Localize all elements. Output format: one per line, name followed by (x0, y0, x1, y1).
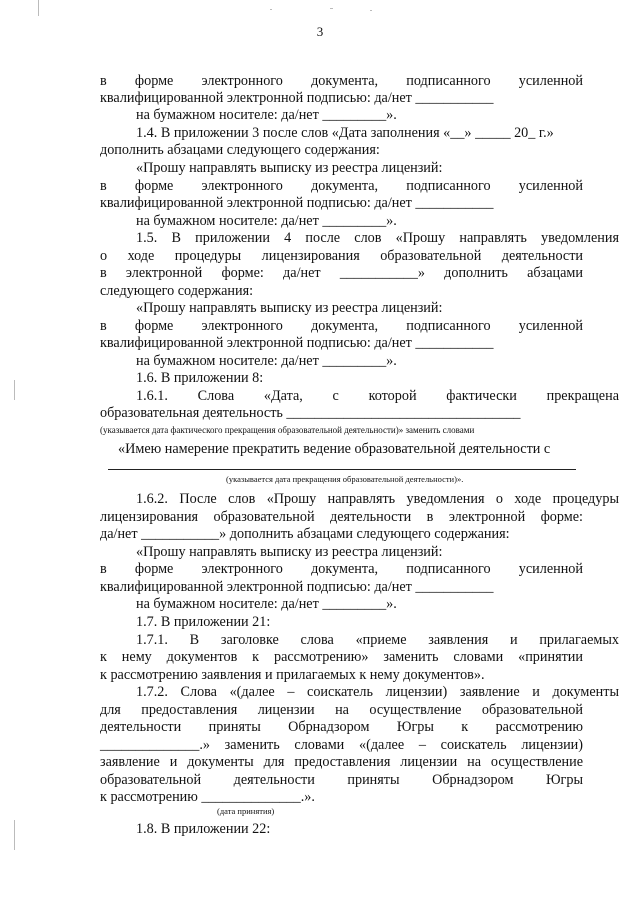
scan-mark (38, 0, 39, 16)
text-line: в форме электронного документа, подписанного усиленной (100, 73, 583, 89)
text-line: на бумажном носителе: да/нет _________». (136, 107, 397, 123)
text-line: о ходе процедуры лицензирования образовательной деятельности (100, 248, 583, 264)
text-line: 1.7.1. В заголовке слова «приеме заявления и прилагаемых (136, 632, 619, 648)
text-line: 1.5. В приложении 4 после слов «Прошу направлять уведомления (136, 230, 619, 246)
text-line: 1.7.2. Слова «(далее – соискатель лицензии) заявление и документы (136, 684, 619, 700)
text-line: в форме электронного документа, подписанного усиленной (100, 178, 583, 194)
scan-mark (14, 380, 15, 400)
text-line: квалифицированной электронной подписью: да/нет ___________ (100, 579, 494, 595)
text-line: квалифицированной электронной подписью: да/нет ___________ (100, 90, 494, 106)
text-line: 1.8. В приложении 22: (136, 821, 271, 837)
scan-mark (330, 8, 333, 9)
text-line: на бумажном носителе: да/нет _________». (136, 213, 397, 229)
text-line: для предоставления лицензии на осуществление образовательной (100, 702, 583, 718)
text-line: деятельности приняты Обрнадзором Югры к рассмотрению (100, 719, 583, 735)
text-line: лицензирования образовательной деятельности в электронной форме: (100, 509, 583, 525)
text-line: «Прошу направлять выписку из реестра лицензий: (136, 544, 443, 560)
text-line: заявление и документы для предоставления лицензии на осуществление (100, 754, 583, 770)
footnote-label: (указывается дата фактического прекращения образовательной деятельности)» заменить словами (100, 425, 475, 435)
text-line: 1.6.1. Слова «Дата, с которой фактически прекращена (136, 388, 619, 404)
text-line: квалифицированной электронной подписью: да/нет ___________ (100, 195, 494, 211)
footnote-label: (указывается дата прекращения образовательной деятельности)». (226, 474, 464, 484)
text-line: образовательная деятельность _________________________________ (100, 405, 521, 421)
text-line: дополнить абзацами следующего содержания: (100, 142, 380, 158)
text-line: «Имею намерение прекратить ведение образовательной деятельности с (118, 441, 551, 457)
scan-mark (14, 820, 15, 850)
text-line: ______________.» заменить словами «(далее – соискатель лицензии) (100, 737, 583, 753)
text-line: на бумажном носителе: да/нет _________». (136, 596, 397, 612)
text-line: 1.6. В приложении 8: (136, 370, 264, 386)
text-line: образовательной деятельности приняты Обрнадзором Югры (100, 772, 583, 788)
text-line: к рассмотрению ______________.». (100, 789, 315, 805)
blank-line (108, 469, 576, 470)
text-line: следующего содержания: (100, 283, 254, 299)
text-line: на бумажном носителе: да/нет _________». (136, 353, 397, 369)
text-line: 1.6.2. После слов «Прошу направлять уведомления о ходе процедуры (136, 491, 619, 507)
text-line: «Прошу направлять выписку из реестра лицензий: (136, 300, 443, 316)
text-line: к нему документов к рассмотрению» заменить словами «принятии (100, 649, 583, 665)
scan-mark (370, 10, 372, 11)
page-number: 3 (316, 24, 324, 39)
text-line: 1.4. В приложении 3 после слов «Дата заполнения «__» _____ 20_ г.» (136, 125, 554, 141)
text-line: квалифицированной электронной подписью: да/нет ___________ (100, 335, 494, 351)
text-line: да/нет ___________» дополнить абзацами следующего содержания: (100, 526, 510, 542)
text-line: к рассмотрению заявления и прилагаемых к нему документов». (100, 667, 485, 683)
footnote-label: (дата принятия) (217, 806, 275, 816)
text-line: «Прошу направлять выписку из реестра лицензий: (136, 160, 443, 176)
text-line: в электронной форме: да/нет ___________» дополнить абзацами (100, 265, 583, 281)
text-line: в форме электронного документа, подписанного усиленной (100, 561, 583, 577)
scan-mark (270, 9, 272, 10)
text-line: 1.7. В приложении 21: (136, 614, 271, 630)
text-line: в форме электронного документа, подписанного усиленной (100, 318, 583, 334)
